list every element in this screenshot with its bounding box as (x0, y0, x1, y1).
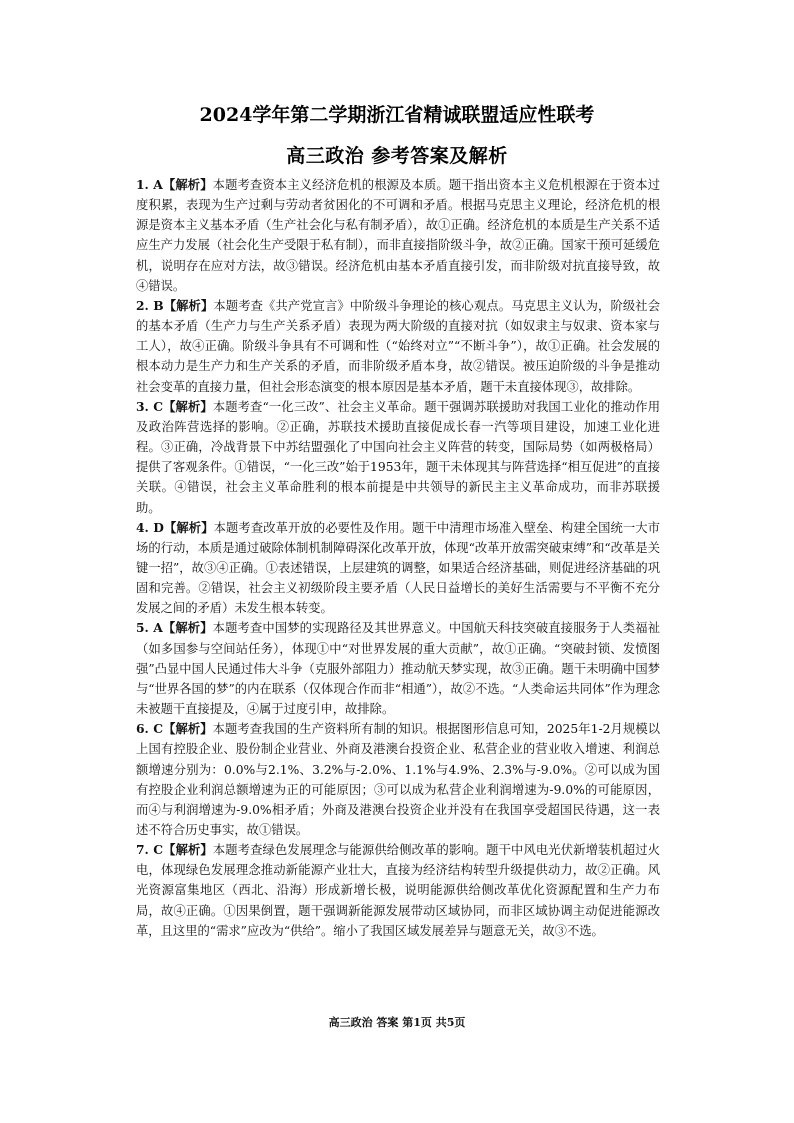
answer-text: 本题考查资本主义经济危机的根源及本质。题干指出资本主义危机根源在于资本过度积累，表现为生产过剩与劳动者贫困化的不可调和矛盾。根据马克思主义理论，经济危机的根源是资本主义基本矛盾（生产社会化与私有制矛盾），故①正确。经济危机的本质是生产关系不适应生产力发展（社会化生产受限于私有制），而非直接指阶级斗争，故②正确。国家干预可延缓危机，说明存在应对方法，故③错误。经济危机由基本矛盾直接引发，而非阶级对抗直接导致，故④错误。 (136, 178, 660, 293)
answer-text: 本题考查绿色发展理念与能源供给侧改革的影响。题干中风电光伏新增装机超过火电，体现绿色发展理念推动新能源产业壮大，直接为经济结构转型升级提供动力，故②正确。风光资源富集地区（西北、沿海）形成新增长极，说明能源供给侧改革优化资源配置和生产力布局，故④正确。①因果倒置，题干强调新能源发展带动区域协同，而非区域协调主动促进能源改革，且这里的“需求”应改为“供给”。缩小了我国区域发展差异与题意无关，故③不选。 (136, 843, 660, 938)
answer-lead: 5. A【解析】 (136, 620, 213, 636)
document-title: 2024学年第二学期浙江省精诚联盟适应性联考 (199, 104, 595, 126)
page-footer: 高三政治 答案 第1页 共5页 (328, 1016, 466, 1029)
answer-lead: 7. C【解析】 (136, 842, 213, 858)
answer-lead: 3. C【解析】 (136, 398, 213, 414)
answer-item-6 (136, 719, 660, 840)
answer-item-1 (136, 175, 660, 296)
answer-lead: 2. B【解析】 (136, 297, 214, 313)
answer-item-5 (136, 618, 660, 719)
answer-text: 本题考查我国的生产资料所有制的知识。根据图形信息可知，2025年1-2月规模以上国有控股企业、股份制企业营业、外商及港澳台投资企业、私营企业的营业收入增速、利润总额增速分别为：0.0%与2.1%、3.2%与-2.0%、1.1%与4.9%、2.3%与-9.0%。②可以成为国有控股企业利润总额增速为正的可能原因；③可以成为私营企业利润增速为-9.0%的可能原因，而④与利润增速为-9.0%相矛盾；外商及港澳台投资企业并没有在我国享受超国民待遇，这一表述不符合历史事实，故①错误。 (136, 722, 660, 837)
answer-list (136, 175, 660, 941)
answer-lead: 1. A【解析】 (136, 177, 213, 192)
answer-item-4 (136, 518, 660, 619)
answer-text: 本题考查《共产党宣言》中阶级斗争理论的核心观点。马克思主义认为，阶级社会的基本矛盾（生产力与生产关系矛盾）表现为两大阶级的直接对抗（如奴隶主与奴隶、资本家与工人），故④正确。阶级斗争具有不可调和性（“始终对立”“不断斗争”），故①正确。社会发展的根本动力是生产力和生产关系的矛盾，而非阶级矛盾本身，故②错误。被压迫阶级的斗争是推动社会变革的直接力量，但社会形态演变的根本原因是基本矛盾，题干未直接体现③，故排除。 (136, 298, 660, 394)
answer-item-7 (136, 840, 660, 941)
document-subtitle: 高三政治 参考答案及解析 (286, 145, 508, 167)
answer-text: 本题考查改革开放的必要性及作用。题干中清理市场准入壁垒、构建全国统一大市场的行动，本质是通过破除体制机制障碍深化改革开放，体现“改革开放需突破束缚”和“改革是关键一招”，故③④正确。①表述错误，上层建筑的调整，如果适合经济基础，则促进经济基础的巩固和完善。②错误，社会主义初级阶段主要矛盾（人民日益增长的美好生活需要与不平衡不充分发展之间的矛盾）未发生根本转变。 (136, 520, 660, 616)
answer-item-3 (136, 397, 660, 518)
answer-lead: 4. D【解析】 (136, 519, 214, 535)
answer-text: 本题考查中国梦的实现路径及其世界意义。中国航天科技突破直接服务于人类福祉（如多国参与空间站任务），体现①中“对世界发展的重大贡献”，故①正确。“突破封锁、发愤图强”凸显中国人民通过伟大斗争（克服外部阻力）推动航天梦实现，故③正确。题干未明确中国梦与“世界各国的梦”的内在联系（仅体现合作而非“相通”），故②不选。“人类命运共同体”作为理念未被题干直接提及，④属于过度引申，故排除。 (136, 621, 660, 717)
answer-item-2 (136, 296, 660, 397)
answer-text: 本题考查“一化三改”、社会主义革命。题干强调苏联援助对我国工业化的推动作用及政治阵营选择的影响。②正确，苏联技术援助直接促成长春一汽等项目建设，加速工业化进程。③正确，冷战背景下中苏结盟强化了中国向社会主义阵营的转变，国际局势（如两极格局）提供了客观条件。①错误，“一化三改”始于1953年，题干未体现其与阵营选择“相互促进”的直接关联。④错误，社会主义革命胜利的根本前提是中共领导的新民主主义革命成功，而非苏联援助。 (136, 399, 661, 515)
answer-lead: 6. C【解析】 (136, 721, 213, 737)
